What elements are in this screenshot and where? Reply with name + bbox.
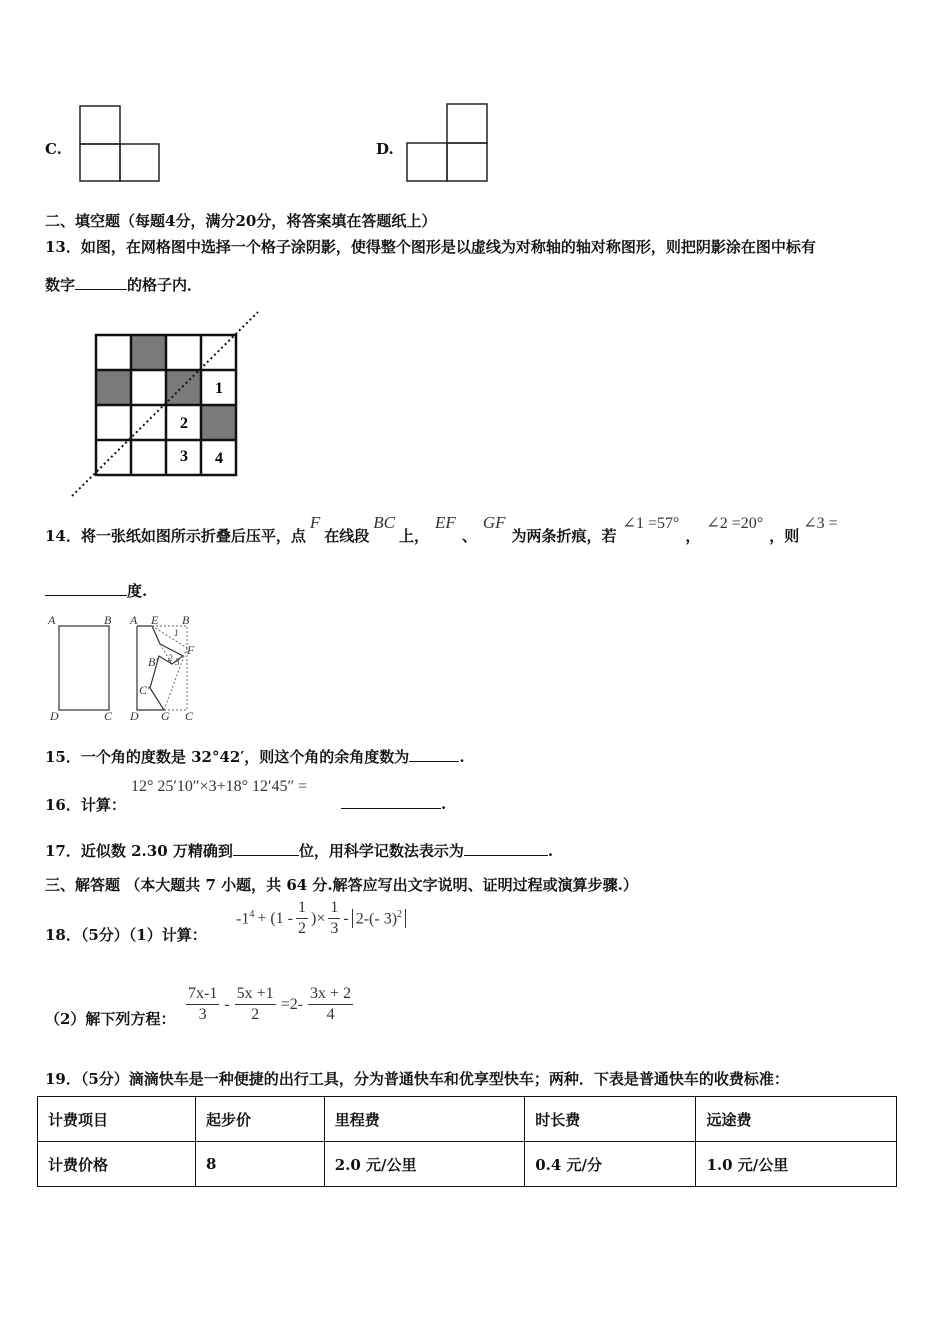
q14-text4: 为两条折痕，若 (511, 527, 617, 545)
q14-line1 (45, 514, 842, 559)
q14-text5: ，则 (769, 527, 800, 545)
q13-line2-end: 的格子内． (127, 276, 203, 294)
q13-grid-figure (66, 308, 266, 504)
option-c-figure (78, 104, 162, 184)
q18-eq-fraction-3: $\frac{3x + 2}{4}$ (310, 985, 352, 1023)
q14-suffix: 度. (127, 582, 148, 600)
table-cell: 里程费 (324, 1097, 525, 1142)
option-c-top-square (80, 106, 120, 144)
q14-text3: 、 (461, 527, 477, 545)
q14-comma: ， (685, 527, 701, 545)
fig-right-bp: B′ (148, 655, 158, 669)
q14-segment-bc: BC (373, 513, 396, 532)
table-cell: 时长费 (525, 1097, 696, 1142)
q15-text: 15．一个角的度数是 32°42′，则这个角的余角度数为 (45, 748, 410, 766)
table-cell: 2.0 元/公里 (324, 1142, 525, 1187)
option-d-figure (405, 102, 491, 184)
fig-left-c: C (104, 709, 113, 723)
table-cell: 8 (195, 1142, 324, 1187)
q14-prefix: 14．将一张纸如图所示折叠后压平，点 (45, 527, 306, 545)
grid-label-4: 4 (215, 450, 223, 467)
fig-right-e: E (151, 613, 159, 627)
option-d-top-square (447, 104, 487, 143)
q16-label: 16．计算： (45, 796, 126, 814)
q14-answer-blank[interactable] (45, 581, 127, 596)
table-row (38, 1142, 897, 1187)
q19-text: 19．（5分）滴滴快车是一种便捷的出行工具，分为普通快车和优享型快车；两种．下表是普通快车的收费标准： (45, 1070, 789, 1088)
q18-eq-fraction-1: $\frac{7x-1}{3}$ (188, 985, 218, 1023)
q17-blank-1[interactable] (233, 841, 299, 856)
q18-equation (186, 984, 353, 1025)
shaded-cell (96, 370, 131, 405)
table-cell: 计费价格 (38, 1142, 196, 1187)
q14-crease-gf: GF (482, 513, 506, 532)
q18-eq-equals: =2- (280, 995, 304, 1013)
q17-blank-2[interactable] (464, 841, 548, 856)
grid-label-3: 3 (180, 448, 188, 465)
shaded-cell (131, 335, 166, 370)
fig-right-d: D (130, 709, 139, 723)
q17 (45, 840, 553, 861)
q15 (45, 746, 465, 767)
q14-point-f: F (309, 513, 321, 532)
q18-fraction-half: $\frac{1}{2}$ (298, 899, 307, 937)
q14-line2 (45, 580, 147, 601)
q14-text1: 在线段 (324, 527, 370, 545)
q16-expression: 12° 25′10″×3+18° 12′45″ = (131, 778, 308, 795)
q14-text2: 上， (399, 527, 430, 545)
fig-right-n2: 2 (168, 653, 173, 663)
fig-right-c: C (185, 709, 194, 723)
option-c-bottom-left-square (80, 144, 120, 181)
fig-left-rect (59, 626, 109, 710)
option-d-bottom-left-square (407, 143, 447, 181)
fig-right-n1: 1 (174, 628, 179, 638)
q18-e4: - (343, 909, 349, 927)
q18-absolute-value: 2-(- 3)$^2$ (352, 909, 406, 928)
q17-end: . (547, 842, 554, 860)
fig-left-d: D (50, 709, 59, 723)
fee-table (37, 1096, 897, 1187)
q18-part2-label: （2）解下列方程： (45, 1010, 176, 1028)
q18-fraction-third: $\frac{1}{3}$ (330, 899, 339, 937)
q15-answer-blank[interactable] (409, 747, 459, 762)
fig-right-f: F (187, 643, 195, 657)
fig-right-n3: 3 (175, 657, 180, 667)
table-cell: 1.0 元/公里 (696, 1142, 897, 1187)
table-cell: 计费项目 (38, 1097, 196, 1142)
fig-right-g: G (161, 709, 170, 723)
fig-right-cp: C′ (139, 683, 150, 697)
q18-eq-minus: - (224, 995, 230, 1013)
option-d-label: D. (376, 140, 394, 158)
section2-title: 二、填空题（每题4分，满分20分，将答案填在答题纸上） (45, 212, 437, 230)
q18-eq-fraction-2: $\frac{5x +1}{2}$ (236, 985, 274, 1023)
q14-angle3: ∠3 = (803, 515, 838, 532)
q18-label: 18．（5分）（1）计算： (45, 926, 207, 944)
grid-label-1: 1 (215, 380, 223, 397)
grid-label-2: 2 (180, 415, 188, 432)
q18-e3: )× (311, 909, 326, 927)
fig-right-a: A (130, 613, 138, 627)
q17-text2: 位，用科学记数法表示为 (298, 842, 464, 860)
fig-left-a: A (48, 613, 56, 627)
section3-title: 三、解答题 （本大题共 7 小题，共 64 分.解答应写出文字说明、证明过程或演算步骤.） (45, 876, 638, 894)
q14-crease-ef: EF (435, 513, 456, 532)
option-c-bottom-right-square (120, 144, 159, 181)
q13-line2 (45, 274, 202, 295)
fig-right-b: B (182, 613, 190, 627)
q18-expression (236, 898, 406, 939)
table-cell: 0.4 元/分 (525, 1142, 696, 1187)
q13-line1: 13．如图，在网格图中选择一个格子涂阴影，使得整个图形是以虚线为对称轴的轴对称图形，则把阴影涂在图中标有 (45, 238, 816, 256)
q14-fold-figure (44, 608, 204, 726)
shaded-cell (201, 405, 236, 440)
q18-e1: $-1^4$ (236, 908, 255, 928)
q16-answer (341, 794, 446, 813)
fig-left-b: B (104, 613, 112, 627)
shaded-cell (166, 370, 201, 405)
q18-e2: + (1 - (257, 909, 294, 927)
q14-angle1: ∠1 =57° (622, 515, 680, 532)
option-c-label: C. (45, 140, 62, 158)
q15-end: . (459, 748, 465, 766)
q13-answer-blank[interactable] (75, 275, 127, 290)
q16-end: . (441, 795, 447, 813)
q17-text1: 17．近似数 2.30 万精确到 (45, 842, 233, 860)
q13-line2-start: 数字 (45, 276, 76, 294)
q14-angle2: ∠2 =20° (706, 515, 764, 532)
q16-answer-blank[interactable] (341, 794, 441, 809)
table-cell: 起步价 (195, 1097, 324, 1142)
table-cell: 远途费 (696, 1097, 897, 1142)
table-header-row (38, 1097, 897, 1142)
option-d-bottom-right-square (447, 143, 487, 181)
